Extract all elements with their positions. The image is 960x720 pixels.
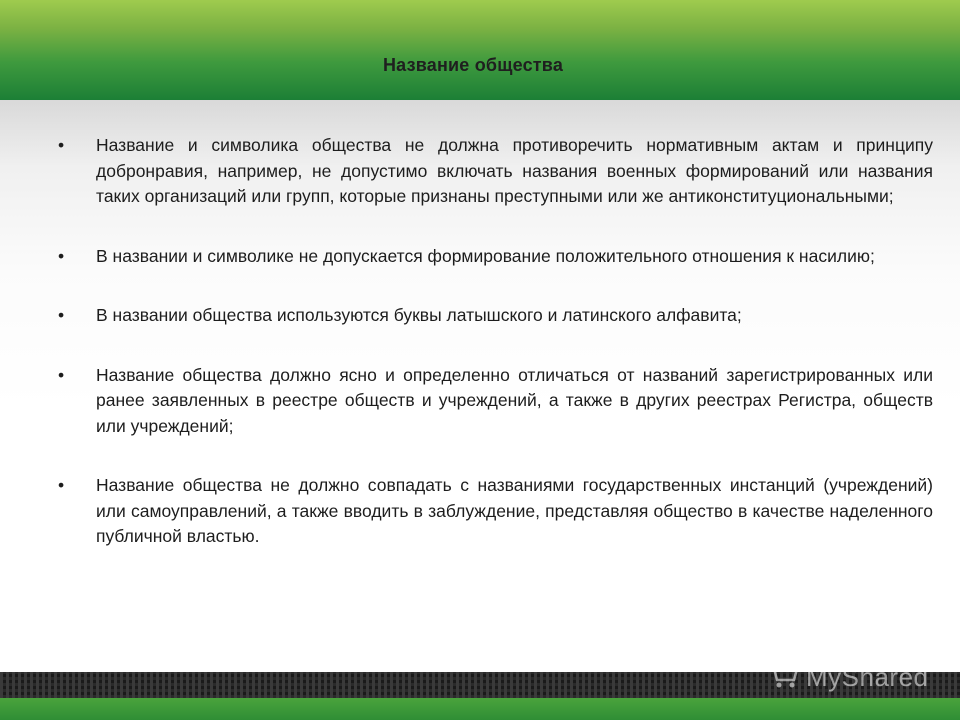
bullet-marker: • (58, 245, 65, 266)
bullet-marker: • (58, 364, 65, 385)
list-item (58, 473, 933, 550)
list-item-text: Название общества должно ясно и определенно отличаться от названий зарегистрированных или ранее заявленных в реестре обществ и учреждений, а также в других реестрах Регистра, обществ или учреждений; (96, 364, 933, 436)
watermark (766, 660, 929, 694)
list-item-text: Название общества не должно совпадать с названиями государственных инстанций (учреждений) или самоуправлений, а также вводить в заблуждение, представляя общество в качестве наделенного публичной властью. (96, 475, 933, 546)
list-item (58, 244, 933, 270)
slide-title: Название общества (382, 55, 564, 75)
bullet-list (58, 133, 933, 550)
list-item-text: Название и символика общества не должна противоречить нормативным актам и принципу добронравия, например, не допустимо включать названия военных формирований или названия таких организаций или групп, которые признаны преступными или же антиконституциональными; (96, 135, 933, 206)
bullet-marker: • (58, 305, 65, 325)
list-item (58, 363, 933, 440)
bullet-marker: • (58, 475, 65, 495)
watermark-text: MyShared (806, 661, 929, 692)
list-item-text: В названии и символике не допускается формирование положительного отношения к насилию; (96, 245, 875, 266)
header-banner (0, 0, 960, 100)
list-item-text: В названии общества используются буквы латышского и латинского алфавита; (96, 305, 742, 325)
bullet-marker: • (58, 135, 65, 155)
footer-bar (0, 698, 960, 720)
shopping-cart-icon (766, 660, 800, 695)
list-item (58, 133, 933, 210)
list-item (58, 303, 933, 329)
